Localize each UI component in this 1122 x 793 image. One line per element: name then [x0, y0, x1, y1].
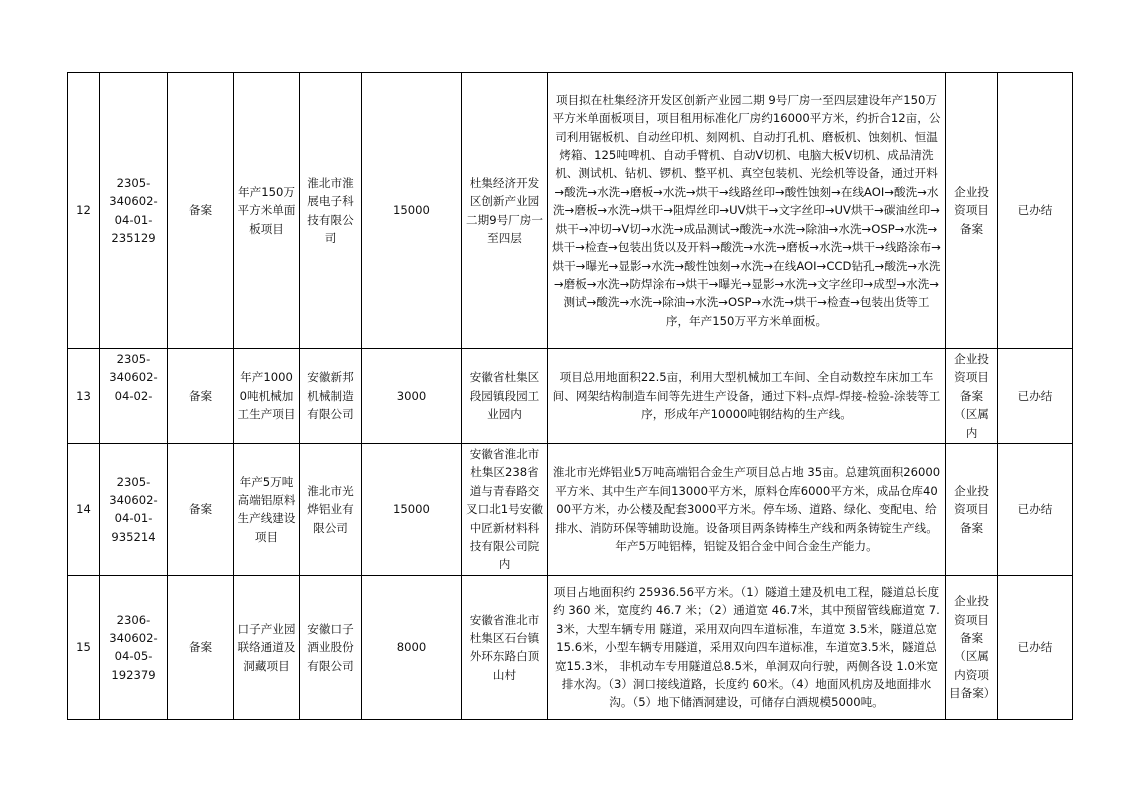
investment-amount: 3000	[362, 349, 462, 444]
status: 已办结	[998, 575, 1073, 719]
project-code: 2305- 340602- 04-01- 935214	[100, 444, 168, 576]
status: 已办结	[998, 444, 1073, 576]
investment-amount: 15000	[362, 73, 462, 349]
project-category: 企业投资项目备案（区属内	[946, 349, 998, 444]
project-description: 项目总用地面积22.5亩，利用大型机械加工车间、全自动数控车床加工车间、网架结构制造车间等先进生产设备，通过下料-点焊-焊接-检验-涂装等工序，形成年产10000吨钢结构的生产线。	[548, 349, 946, 444]
project-filing-table	[67, 72, 1073, 720]
company-name: 安徽口子酒业股份有限公司	[300, 575, 362, 719]
project-description: 项目占地面积约 25936.56平方米。（1）隧道土建及机电工程，隧道总长度约 360 米，宽度约 46.7 米；（2）通道宽 46.7米，其中预留管线廊道宽 7.3米，大型车辆专用 隧道，采用双向四车道标准，车道宽 3.5米，隧道总宽 15.6米，小型车辆专用隧道，采用双向四车道标准，车道宽3.5米，隧道总宽15.3米， 非机动车专用隧道总8.5米，单洞双向行驶，两侧各设 1.0米宽排水沟。（3）洞口接线道路，长度约 60米。（4）地面风机房及地面排水沟。（5）地下储酒洞建设，可储存白酒规模5000吨。	[548, 575, 946, 719]
project-location: 安徽省杜集区段园镇段园工业园内	[462, 349, 548, 444]
project-code: 2305- 340602- 04-01- 235129	[100, 73, 168, 349]
filing-type: 备案	[168, 349, 234, 444]
project-name: 口子产业园联络通道及洞藏项目	[234, 575, 300, 719]
investment-amount: 15000	[362, 444, 462, 576]
table-row	[68, 73, 1073, 349]
project-category: 企业投资项目备案	[946, 73, 998, 349]
project-description: 项目拟在杜集经济开发区创新产业园二期 9号厂房一至四层建设年产150万平方米单面板项目，项目租用标准化厂房约16000平方米，约折合12亩，公司利用锯板机、自动丝印机、刻网机、自动打孔机、磨板机、蚀刻机、恒温烤箱、125吨啤机、自动手臂机、自动V切机、电脑大板V切机、成品清洗机、测试机、钻机、锣机、整平机、真空包装机、光绘机等设备，通过开料→酸洗→水洗→磨板→水洗→烘干→线路丝印→酸性蚀刻→在线AOI→酸洗→水洗→磨板→水洗→烘干→阻焊丝印→UV烘干→文字丝印→UV烘干→碳油丝印→烘干→冲切→V切→水洗→成品测试→酸洗→水洗→除油→水洗→OSP→水洗→烘干→检查→包装出货以及开料→酸洗→水洗→磨板→水洗→烘干→线路涂布→烘干→曝光→显影→水洗→酸性蚀刻→水洗→在线AOI→CCD钻孔→酸洗→水洗→磨板→水洗→防焊涂布→烘干→曝光→显影→水洗→文字丝印→成型→水洗→测试→酸洗→水洗→除油→水洗→OSP→水洗→烘干→检查→包装出货等工序，年产150万平方米单面板。	[548, 73, 946, 349]
company-name: 淮北市光烨铝业有限公司	[300, 444, 362, 576]
row-number: 15	[68, 575, 100, 719]
table-row	[68, 575, 1073, 719]
project-name: 年产5万吨高端铝原料生产线建设项目	[234, 444, 300, 576]
project-location: 安徽省淮北市杜集区石台镇外环东路白顶山村	[462, 575, 548, 719]
project-category: 企业投资项目备案（区属内资项目备案）	[946, 575, 998, 719]
company-name: 安徽新邦机械制造有限公司	[300, 349, 362, 444]
table-row	[68, 444, 1073, 576]
project-code: 2306- 340602- 04-05- 192379	[100, 575, 168, 719]
filing-type: 备案	[168, 575, 234, 719]
row-number: 14	[68, 444, 100, 576]
project-category: 企业投资项目备案	[946, 444, 998, 576]
status: 已办结	[998, 349, 1073, 444]
investment-amount: 8000	[362, 575, 462, 719]
project-name: 年产150万平方米单面板项目	[234, 73, 300, 349]
project-name: 年产10000吨机械加工生产项目	[234, 349, 300, 444]
table-row	[68, 349, 1073, 444]
project-code: 2305- 340602- 04-02-	[100, 349, 168, 444]
filing-type: 备案	[168, 73, 234, 349]
project-location: 杜集经济开发区创新产业园二期9号厂房一至四层	[462, 73, 548, 349]
company-name: 淮北市淮展电子科技有限公司	[300, 73, 362, 349]
project-description: 淮北市光烨铝业5万吨高端铝合金生产项目总占地 35亩。总建筑面积26000平方米、其中生产车间13000平方米，原料仓库6000平方米，成品仓库4000平方米，办公楼及配套3000平方米。停车场、道路、绿化、变配电、给排水、消防环保等辅助设施。设备项目两条铸棒生产线和两条铸锭生产线。年产5万吨铝棒，铝锭及铝合金中间合金生产能力。	[548, 444, 946, 576]
row-number: 12	[68, 73, 100, 349]
status: 已办结	[998, 73, 1073, 349]
filing-type: 备案	[168, 444, 234, 576]
project-location: 安徽省淮北市杜集区238省道与青春路交叉口北1号安徽中匠新材料科技有限公司院内	[462, 444, 548, 576]
row-number: 13	[68, 349, 100, 444]
